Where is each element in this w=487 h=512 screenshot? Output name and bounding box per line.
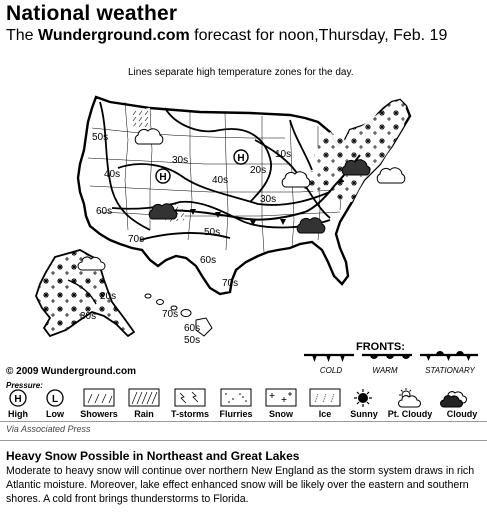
stationary-front-symbol xyxy=(420,351,478,361)
legend-label-rain: Rain xyxy=(134,409,154,419)
ice-icon xyxy=(310,389,340,406)
high-symbol-central: H xyxy=(237,153,245,164)
zone-label: 50s xyxy=(204,227,221,238)
t-storms-icon xyxy=(175,389,205,406)
zone-label: 50s xyxy=(92,132,109,143)
legend-label-high: High xyxy=(8,409,28,419)
high-symbol: H xyxy=(14,394,22,405)
zone-label: 60s xyxy=(200,255,217,266)
zone-label: 40s xyxy=(212,175,229,186)
cold-front-symbol xyxy=(304,355,354,362)
zone-label: 30s xyxy=(260,194,277,205)
front-label-cold: COLD xyxy=(319,366,343,375)
zone-label: 40s xyxy=(104,169,121,180)
zone-label: 20s xyxy=(100,291,117,302)
cloud-icon xyxy=(149,204,177,219)
sunny-icon xyxy=(354,389,372,407)
cloud-icon xyxy=(135,129,163,144)
cloud-icon xyxy=(282,172,310,187)
low-pressure-icon xyxy=(47,390,63,406)
cloud-icon xyxy=(342,160,370,175)
front-label-stationary: STATIONARY xyxy=(425,366,475,375)
zone-label: 70s xyxy=(162,309,179,320)
fronts-title: FRONTS: xyxy=(356,341,405,353)
zone-label: 60s xyxy=(184,323,201,334)
cloud-icon xyxy=(377,168,405,183)
legend-label-cloudy: Cloudy xyxy=(446,409,478,419)
rain-icon xyxy=(129,389,159,406)
page-title: National weather xyxy=(6,2,178,25)
high-symbol-west: H xyxy=(159,172,167,183)
story-body: Moderate to heavy snow will continue over northern New England as the storm system draws in rich Atlantic moisture. Moreover, lake effect enhanced snow will be likely over the eastern and southern shores. A cold front brings thunderstorms to Florida. xyxy=(6,465,475,505)
zone-label: 30s xyxy=(80,311,97,322)
divider xyxy=(0,421,487,422)
legend-label-pt-cloudy: Pt. Cloudy xyxy=(387,409,433,419)
high-pressure-center-central xyxy=(234,150,248,164)
high-pressure-center-west xyxy=(156,169,170,183)
legend-label-flurries: Flurries xyxy=(219,409,253,419)
zone-label: 70s xyxy=(222,278,239,289)
front-label-warm: WARM xyxy=(372,366,398,375)
zone-label: 10s xyxy=(275,149,292,160)
credit: Via Associated Press xyxy=(6,424,91,434)
cloud-icon xyxy=(297,218,325,233)
legend-label-ice: Ice xyxy=(318,409,332,419)
subtitle-brand: Wunderground.com xyxy=(38,27,190,44)
map-note: Lines separate high temperature zones for the day. xyxy=(128,67,354,78)
legend-label-low: Low xyxy=(46,409,64,419)
subtitle-prefix: The xyxy=(6,27,39,44)
divider xyxy=(0,440,487,441)
story-headline: Heavy Snow Possible in Northeast and Great Lakes xyxy=(6,449,300,463)
warm-front-symbol xyxy=(362,355,412,359)
high-pressure-icon xyxy=(10,390,26,406)
zone-label: 30s xyxy=(172,155,189,166)
legend-label-showers: Showers xyxy=(80,409,118,419)
snow-icon xyxy=(266,389,296,406)
zone-label: 50s xyxy=(184,335,201,346)
cloudy-icon xyxy=(441,392,467,407)
flurries-icon xyxy=(221,389,251,406)
zone-label: 20s xyxy=(250,165,267,176)
zone-label: 60s xyxy=(96,206,113,217)
legend-label-sunny: Sunny xyxy=(350,409,378,419)
partly-cloudy-icon xyxy=(399,388,421,407)
subtitle-suffix: forecast for noon,Thursday, Feb. 19 xyxy=(189,27,448,44)
copyright: © 2009 Wunderground.com xyxy=(6,366,136,377)
low-symbol: L xyxy=(51,394,59,405)
zone-label: 70s xyxy=(128,234,145,245)
legend-label-t-storms: T-storms xyxy=(170,409,209,419)
pressure-title: Pressure: xyxy=(6,381,43,390)
page-subtitle xyxy=(6,27,447,45)
conditions-legend-symbols xyxy=(0,388,487,410)
showers-icon xyxy=(84,389,114,406)
legend-label-snow: Snow xyxy=(269,409,293,419)
weather-map xyxy=(0,80,487,380)
us-outline xyxy=(78,97,410,294)
